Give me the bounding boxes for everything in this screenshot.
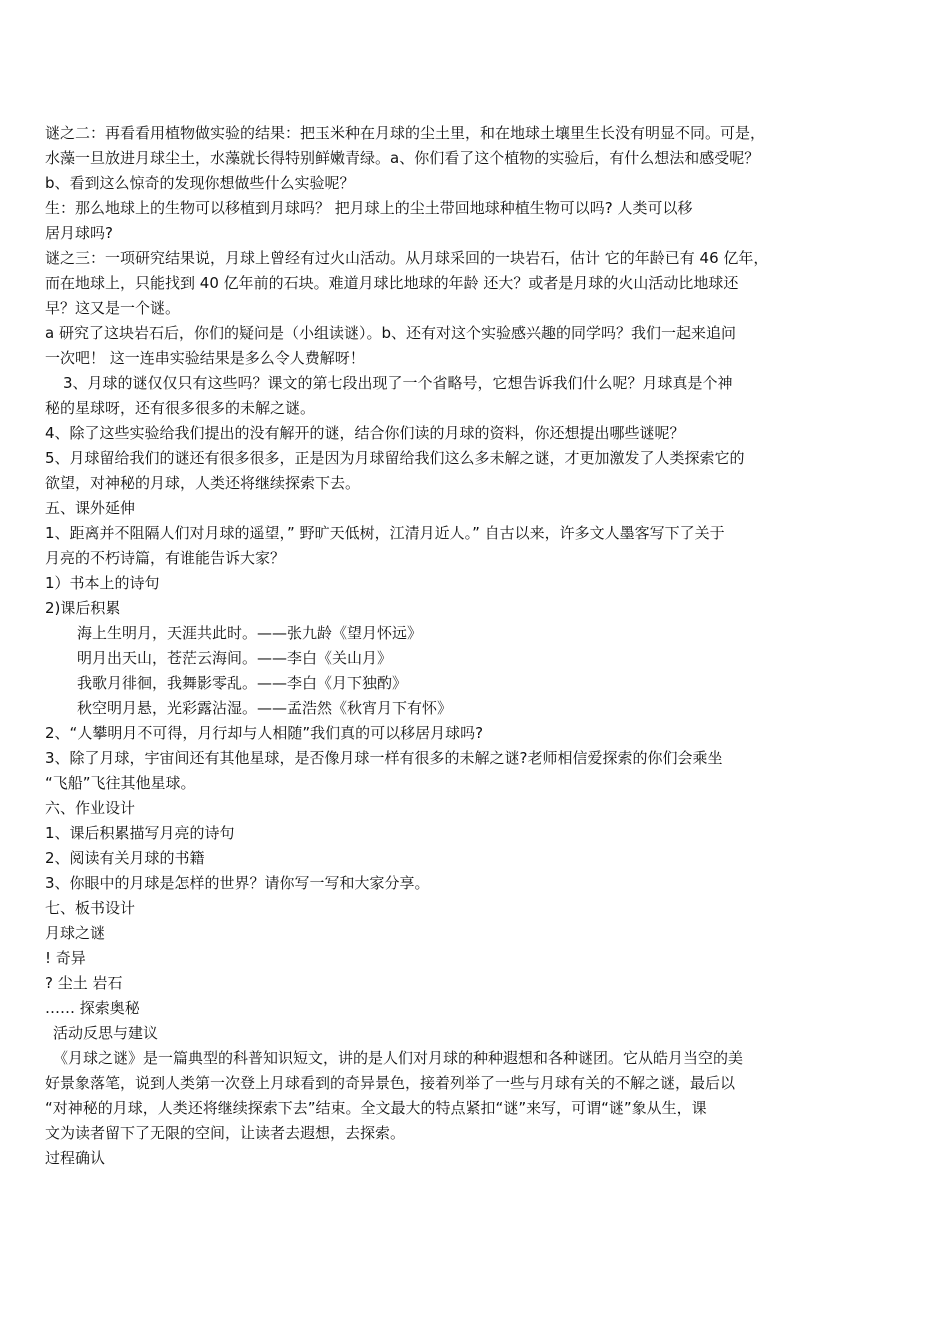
text-line: 水藻一旦放进月球尘土，水藻就长得特别鲜嫩青绿。a、你们看了这个植物的实验后，有什么想法和感受呢？	[45, 149, 760, 167]
text-line: 2、阅读有关月球的书籍	[45, 849, 205, 867]
text-line: 海上生明月，天涯共此时。——张九龄《望月怀远》	[77, 624, 423, 642]
text-line: 文为读者留下了无限的空间，让读者去遐想，去探索。	[45, 1124, 406, 1142]
text-line: 3、月球的谜仅仅只有这些吗？课文的第七段出现了一个省略号，它想告诉我们什么呢？月球真是个神	[63, 374, 733, 392]
text-line: 五、课外延伸	[45, 499, 136, 517]
text-line: “对神秘的月球，人类还将继续探索下去”结束。全文最大的特点紧扣“谜”来写，可谓“谜”象从生，课	[45, 1099, 707, 1117]
text-line: 活动反思与建议	[53, 1024, 159, 1042]
text-line: 而在地球上，只能找到 40 亿年前的石块。难道月球比地球的年龄 还大？或者是月球的火山活动比地球还	[45, 274, 739, 292]
text-line: 明月出天山，苍茫云海间。——李白《关山月》	[77, 649, 393, 667]
text-line: 1、课后积累描写月亮的诗句	[45, 824, 235, 842]
text-line: 4、除了这些实验给我们提出的没有解开的谜，结合你们读的月球的资料，你还想提出哪些谜呢？	[45, 424, 685, 442]
text-line: 谜之二：再看看用植物做实验的结果：把玉米种在月球的尘土里，和在地球土壤里生长没有明显不同。可是，	[45, 124, 766, 142]
text-line: ? 尘土 岩石	[45, 974, 123, 992]
document-page	[45, 121, 815, 1171]
text-line: 月球之谜	[45, 924, 106, 942]
text-line: 好景象落笔，说到人类第一次登上月球看到的奇异景色，接着列举了一些与月球有关的不解之谜，最后以	[45, 1074, 736, 1092]
text-line: a 研究了这块岩石后，你们的疑问是（小组读谜）。b、还有对这个实验感兴趣的同学吗？我们一起来追问	[45, 324, 736, 342]
text-line: 1）书本上的诗句	[45, 574, 160, 592]
text-line: 1、距离并不阻隔人们对月球的遥望，” 野旷天低树，江清月近人。” 自古以来，许多文人墨客写下了关于	[45, 524, 725, 542]
text-line: 2)课后积累	[45, 599, 121, 617]
text-line: 《月球之谜》是一篇典型的科普知识短文，讲的是人们对月球的种种遐想和各种谜团。它从皓月当空的美	[53, 1049, 744, 1067]
text-line: 2、“人攀明月不可得，月行却与人相随”我们真的可以移居月球吗?	[45, 724, 484, 742]
text-line: 月亮的不朽诗篇，有谁能告诉大家？	[45, 549, 286, 567]
text-line: 我歌月徘徊，我舞影零乱。——李白《月下独酌》	[77, 674, 408, 692]
text-line: 过程确认	[45, 1149, 106, 1167]
text-line: 秋空明月悬，光彩露沾湿。——孟浩然《秋宵月下有怀》	[77, 699, 453, 717]
text-line: …… 探索奥秘	[45, 999, 140, 1017]
text-line: 早？这又是一个谜。	[45, 299, 181, 317]
text-line: 欲望，对神秘的月球，人类还将继续探索下去。	[45, 474, 361, 492]
text-line: 居月球吗?	[45, 224, 113, 242]
text-line: 生：那么地球上的生物可以移植到月球吗？ 把月球上的尘土带回地球种植生物可以吗? 人类可以移	[45, 199, 693, 217]
text-line: 谜之三：一项研究结果说，月球上曾经有过火山活动。从月球采回的一块岩石，估计 它的年龄已有 46 亿年，	[45, 249, 769, 267]
text-line: 一次吧！ 这一连串实验结果是多么令人费解呀！	[45, 349, 365, 367]
text-line: 秘的星球呀，还有很多很多的未解之谜。	[45, 399, 316, 417]
text-line: “飞船”飞往其他星球。	[45, 774, 196, 792]
text-line: b、看到这么惊奇的发现你想做些什么实验呢？	[45, 174, 355, 192]
text-line: 六、作业设计	[45, 799, 136, 817]
text-line: ! 奇异	[45, 949, 86, 967]
text-line: 3、除了月球，宇宙间还有其他星球，是否像月球一样有很多的未解之谜?老师相信爱探索的你们会乘坐	[45, 749, 723, 767]
text-line: 七、板书设计	[45, 899, 136, 917]
text-line: 5、月球留给我们的谜还有很多很多，正是因为月球留给我们这么多未解之谜，才更加激发了人类探索它的	[45, 449, 745, 467]
text-line: 3、你眼中的月球是怎样的世界？请你写一写和大家分享。	[45, 874, 430, 892]
